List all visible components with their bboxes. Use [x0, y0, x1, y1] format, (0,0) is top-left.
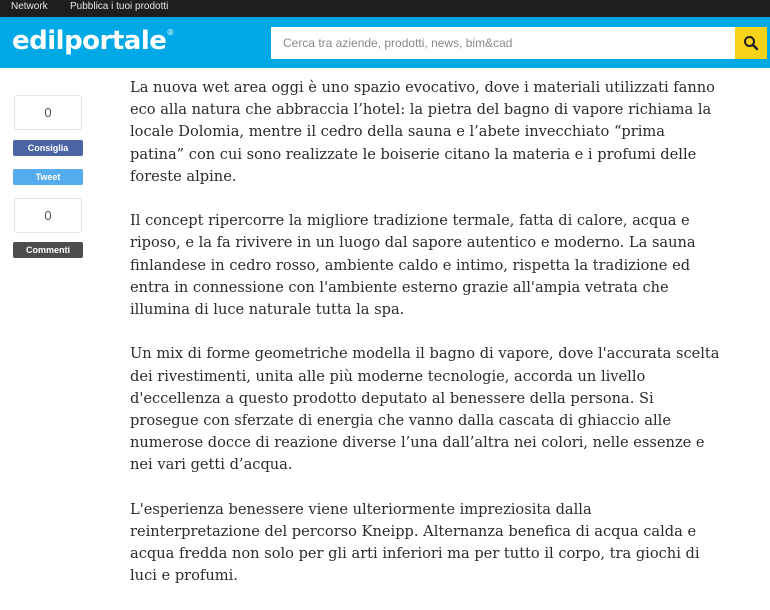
comments-button[interactable]: Commenti: [13, 242, 83, 258]
registered-mark: ®: [166, 28, 174, 37]
article-paragraph: Un mix di forme geometriche modella il bagno di vapore, dove l'accurata scelta dei rivestimenti, unita alle più moderne tecnologie, accorda un livello d'eccellenza a questo prodotto deputato al benessere della persona. Si prosegue con sferzate di energia che vanno dalla cascata di ghiaccio alle numerose docce di reazione diverse l’una dall’altra nei colori, nelle essenze e nei vari getti d’acqua.: [130, 345, 720, 474]
logo-text: edilportale: [12, 26, 167, 56]
site-header: [0, 17, 770, 68]
publish-products-link[interactable]: Pubblica i tuoi prodotti: [70, 1, 169, 12]
top-network-bar: [0, 0, 770, 17]
comments-count-box: 0: [14, 198, 82, 233]
likes-count-box: 0: [14, 95, 82, 130]
network-link[interactable]: Network: [11, 1, 48, 12]
article-paragraph: Il concept ripercorre la migliore tradizione termale, fatta di calore, acqua e riposo, e la fa rivivere in un luogo dal sapore autentico e moderno. La sauna finlandese in cedro rosso, ambiente caldo e intimo, rispetta la tradizione ed entra in connessione con l'ambiente esterno grazie all'ampia vetrata che illumina di luce naturale tutta la spa.: [130, 212, 696, 319]
article-paragraph: La nuova wet area oggi è uno spazio evocativo, dove i materiali utilizzati fanno eco alla natura che abbraccia l’hotel: la pietra del bagno di vapore richiama la locale Dolomia, mentre il cedro della sauna e l’abete invecchiato “prima patina” con cui sono realizzate le boiserie citano la materia e i profumi delle foreste alpine.: [130, 79, 715, 185]
edilportale-logo[interactable]: [12, 26, 174, 56]
article-body: [130, 77, 720, 610]
search-button[interactable]: [735, 27, 767, 59]
facebook-recommend-button[interactable]: Consiglia: [13, 140, 83, 156]
tweet-button[interactable]: Tweet: [13, 169, 83, 185]
search-icon: [743, 35, 759, 51]
search-input[interactable]: [271, 27, 735, 59]
article-paragraph: L'esperienza benessere viene ulteriormente impreziosita dalla reinterpretazione del percorso Kneipp. Alternanza benefica di acqua calda e acqua fredda non solo per gli arti inferiori ma per tutto il corpo, tra giochi di luci e profumi.: [130, 500, 700, 585]
